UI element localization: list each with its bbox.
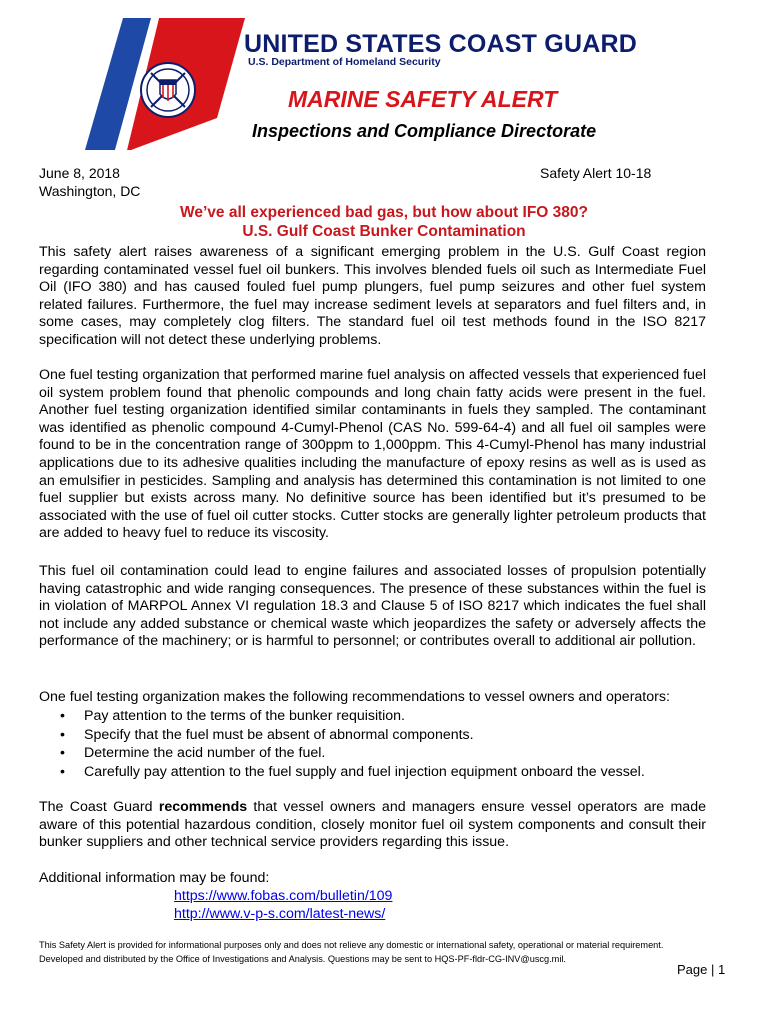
list-item: • Carefully pay attention to the fuel supply and fuel injection equipment onboard the vessel. <box>60 763 645 780</box>
department-name: U.S. Department of Homeland Security <box>248 56 441 68</box>
letterhead <box>0 0 768 160</box>
alert-location: Washington, DC <box>39 183 141 199</box>
disclaimer-footnote: This Safety Alert is provided for informational purposes only and does not relieve any domestic or international safety, operational or material requirement. Developed and distributed by the Office of Investigations and Analysis. Questions may be sent to HQS-PF-fldr-CG-INV@uscg.mil. <box>39 940 664 964</box>
reference-links <box>174 888 392 923</box>
alert-type: MARINE SAFETY ALERT <box>288 86 558 112</box>
date-location <box>39 164 140 200</box>
bullet-icon: • <box>60 708 65 724</box>
bullet-icon: • <box>60 745 65 762</box>
recommendations-list <box>39 707 706 781</box>
paragraph-coast-guard-recommendation: The Coast Guard recommends that vessel owners and managers ensure vessel operators are made aware of this potential hazardous condition, closely monitor fuel oil system components and consult their bunker suppliers and other technical service providers regarding this issue. <box>39 799 706 851</box>
paragraph-additional-info: Additional information may be found: <box>39 870 270 886</box>
bullet-icon: • <box>60 763 65 780</box>
page-number: Page | 1 <box>677 962 726 977</box>
link-fobas-bulletin[interactable]: https://www.fobas.com/bulletin/109 <box>174 888 393 904</box>
coast-guard-emblem-icon <box>85 18 245 150</box>
alert-number: Safety Alert 10-18 <box>540 165 652 181</box>
directorate-name: Inspections and Compliance Directorate <box>252 121 597 141</box>
paragraph-recommendations-intro: One fuel testing organization makes the following recommendations to vessel owners and operators: <box>39 689 670 705</box>
org-name: UNITED STATES COAST GUARD <box>244 30 637 58</box>
headline: We’ve all experienced bad gas, but how about IFO 380? <box>180 204 588 221</box>
link-vps-news[interactable]: http://www.v-p-s.com/latest-news/ <box>174 905 386 922</box>
paragraph-consequences: This fuel oil contamination could lead to engine failures and associated losses of propulsion potentially having catastrophic and wide ranging consequences. The presence of these substances within the fuel is in violation of MARPOL Annex VI regulation 18.3 and Clause 5 of ISO 8217 which indicates the fuel shall not include any added substance or chemical waste which jeopardizes the safety or adversely affects the performance of the machinery; or is harmful to personnel; or contributes overall to additional air pollution. <box>39 563 706 650</box>
list-item: • Specify that the fuel must be absent of abnormal components. <box>60 726 474 743</box>
alert-date: June 8, 2018 <box>39 165 120 181</box>
list-item: • Determine the acid number of the fuel. <box>60 745 326 762</box>
emphasis-recommends: recommends <box>158 799 248 815</box>
subheadline: U.S. Gulf Coast Bunker Contamination <box>242 223 526 240</box>
paragraph-findings: One fuel testing organization that performed marine fuel analysis on affected vessels that experienced fuel oil system problem found that phenolic compounds and long chain fatty acids were present in the fuel. Another fuel testing organization identified similar contaminants in fuels they sampled. The contaminant was identified as phenolic compound 4-Cumyl-Phenol (CAS No. 599-64-4) and all fuel oil samples were found to be in the concentration range of 300ppm to 1,000ppm. This 4-Cumyl-Phenol has many industrial applications due to its adhesive qualities including the manufacture of epoxy resins as well as is used as an emulsifier in pesticides. Sampling and analysis has determined this contamination is not limited to one fuel supplier but exists across many. No definitive source has been identified but it’s presumed to be associated with the use of fuel oil cutter stocks. Cutter stocks are generally lighter petroleum products that are added to heavy fuel to reduce its viscosity. <box>39 367 706 542</box>
paragraph-intro: This safety alert raises awareness of a significant emerging problem in the U.S. Gulf Coast region regarding contaminated vessel fuel oil bunkers. This involves blended fuels oil such as Intermediate Fuel Oil (IFO 380) and has caused fouled fuel pump plungers, fuel pump seizures and other fuel system related failures. Furthermore, the fuel may increase sediment levels at separators and fuel filters and, in some cases, may completely clog filters. The standard fuel oil test methods found in the ISO 8217 specification will not detect these underlying problems. <box>39 244 706 348</box>
list-item: • Pay attention to the terms of the bunker requisition. <box>60 708 405 724</box>
bullet-icon: • <box>60 726 65 743</box>
